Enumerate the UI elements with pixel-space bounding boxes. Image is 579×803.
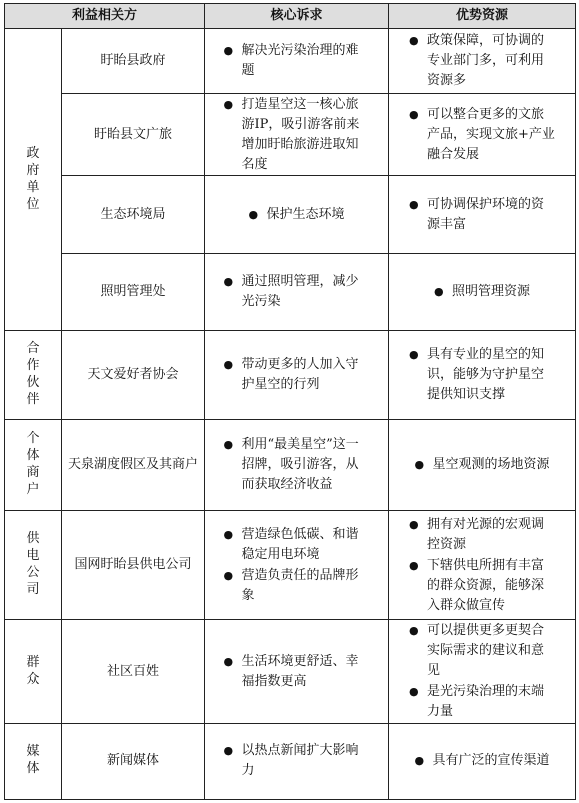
- resource-cell: [389, 331, 576, 419]
- table-row: [5, 29, 576, 94]
- resources-item: [389, 455, 575, 475]
- resources-text: 是光污染治理的末端力量: [427, 684, 545, 720]
- demand-cell: [205, 723, 389, 799]
- resources-item: [389, 195, 575, 235]
- bullet-icon: ●: [223, 527, 234, 541]
- resources-text: 拥有对光源的宏观调控资源: [427, 516, 545, 552]
- demand-cell: [205, 29, 389, 94]
- demands-item: [205, 355, 388, 395]
- resources-text: 具有专业的星空的知识，能够为守护星空提供知识支撑: [427, 346, 545, 402]
- demands-text: 营造绿色低碳、和谐稳定用电环境: [241, 526, 359, 562]
- bullet-icon: ●: [409, 197, 419, 211]
- category-label: 群众: [26, 654, 40, 687]
- header-stakeholder: 利益相关方: [5, 4, 205, 29]
- table-body: [5, 29, 576, 800]
- table-row: [5, 620, 576, 723]
- bullet-icon: ●: [409, 347, 419, 361]
- resources-item: [389, 556, 575, 616]
- stakeholder-name: 新闻媒体: [62, 723, 205, 799]
- category-label: 政府单位: [26, 145, 40, 212]
- demands-item: [205, 566, 388, 606]
- bullet-icon: ●: [223, 744, 234, 758]
- bullet-icon: ●: [434, 285, 444, 299]
- demands-text: 生活环境更舒适、幸福指数更高: [241, 653, 359, 689]
- stakeholder-name: 盱眙县政府: [62, 29, 205, 94]
- stakeholder-name: 盱眙县文广旅: [62, 93, 205, 175]
- resource-cell: [389, 620, 576, 723]
- resource-cell: [389, 419, 576, 510]
- bullet-icon: ●: [223, 43, 234, 57]
- demands-item: [205, 41, 388, 81]
- category-cell: [5, 510, 62, 620]
- table-row: [5, 723, 576, 799]
- category-cell: [5, 419, 62, 510]
- resource-cell: [389, 510, 576, 620]
- bullet-icon: ●: [409, 558, 419, 572]
- demands-text: 营造负责任的品牌形象: [241, 567, 359, 603]
- table-row: [5, 510, 576, 620]
- demands-text: 利用“最美星空”这一招牌，吸引游客，从而获取经济收益: [241, 436, 359, 492]
- stakeholder-name: 天泉湖度假区及其商户: [62, 419, 205, 510]
- category-label: 供电公司: [26, 531, 40, 598]
- demand-cell: [205, 620, 389, 723]
- category-label: 媒体: [26, 744, 40, 777]
- demands-text: 带动更多的人加入守护星空的行列: [241, 356, 359, 392]
- category-cell: [5, 331, 62, 419]
- demand-cell: [205, 176, 389, 254]
- header-core-demand: 核心诉求: [205, 4, 389, 29]
- table-row: [5, 331, 576, 419]
- table-row: [5, 93, 576, 175]
- demand-cell: [205, 254, 389, 331]
- bullet-icon: ●: [248, 207, 259, 221]
- demands-text: 保护生态环境: [266, 206, 345, 222]
- resources-item: [389, 345, 575, 405]
- resource-cell: [389, 93, 576, 175]
- bullet-icon: ●: [223, 654, 234, 668]
- demands-text: 通过照明管理，减少光污染: [241, 274, 359, 310]
- resource-cell: [389, 723, 576, 799]
- bullet-icon: ●: [223, 357, 234, 371]
- resources-item: [389, 282, 575, 302]
- demands-item: [205, 435, 388, 495]
- bullet-icon: ●: [409, 624, 419, 638]
- bullet-icon: ●: [223, 97, 234, 111]
- demands-item: [205, 652, 388, 692]
- demands-text: 解决光污染治理的难题: [241, 42, 359, 78]
- demands-item: [205, 205, 388, 225]
- bullet-icon: ●: [409, 33, 419, 47]
- table-row: [5, 176, 576, 254]
- stakeholder-name: 照明管理处: [62, 254, 205, 331]
- resource-cell: [389, 254, 576, 331]
- resources-item: [389, 621, 575, 681]
- stakeholder-name: 国网盱眙县供电公司: [62, 510, 205, 620]
- table-row: [5, 254, 576, 331]
- demands-item: [205, 525, 388, 565]
- resources-text: 下辖供电所拥有丰富的群众资源，能够深入群众做宣传: [427, 557, 545, 613]
- resources-item: [389, 751, 575, 771]
- header-resources: 优势资源: [389, 4, 576, 29]
- stakeholder-name: 天文爱好者协会: [62, 331, 205, 419]
- demands-item: [205, 272, 388, 312]
- resources-text: 星空观测的场地资源: [432, 456, 550, 472]
- demands-text: 打造星空这一核心旅游IP，吸引游客前来增加盱眙旅游进取知名度: [241, 96, 360, 172]
- demands-item: [205, 741, 388, 781]
- resources-text: 政策保障，可协调的专业部门多，可利用资源多: [427, 32, 545, 88]
- bullet-icon: ●: [409, 685, 419, 699]
- resources-item: [389, 682, 575, 722]
- header-row: [5, 4, 576, 29]
- bullet-icon: ●: [223, 568, 234, 582]
- category-label: 个体商户: [26, 430, 40, 497]
- stakeholder-name: 生态环境局: [62, 176, 205, 254]
- bullet-icon: ●: [409, 107, 419, 121]
- stakeholder-name: 社区百姓: [62, 620, 205, 723]
- bullet-icon: ●: [409, 517, 419, 531]
- resource-cell: [389, 176, 576, 254]
- demand-cell: [205, 93, 389, 175]
- demand-cell: [205, 419, 389, 510]
- demands-item: [205, 95, 388, 175]
- bullet-icon: ●: [414, 754, 425, 768]
- resources-item: [389, 515, 575, 555]
- category-cell: [5, 723, 62, 799]
- resources-text: 可协调保护环境的资源丰富: [427, 196, 545, 232]
- demand-cell: [205, 331, 389, 419]
- resources-item: [389, 105, 575, 165]
- resources-text: 具有广泛的宣传渠道: [432, 753, 550, 769]
- bullet-icon: ●: [223, 275, 234, 289]
- resources-text: 可以提供更多更契合实际需求的建议和意见: [427, 623, 545, 679]
- demand-cell: [205, 510, 389, 620]
- demands-text: 以热点新闻扩大影响力: [241, 743, 359, 779]
- resources-text: 可以整合更多的文旅产品，实现文旅+产业融合发展: [427, 106, 555, 162]
- resources-text: 照明管理资源: [452, 284, 531, 300]
- stakeholder-table: [4, 3, 576, 800]
- bullet-icon: ●: [223, 437, 234, 451]
- resources-item: [389, 31, 575, 91]
- category-cell: [5, 29, 62, 331]
- category-label: 合作伙伴: [26, 340, 40, 407]
- bullet-icon: ●: [414, 457, 425, 471]
- table-row: [5, 419, 576, 510]
- resource-cell: [389, 29, 576, 94]
- category-cell: [5, 620, 62, 723]
